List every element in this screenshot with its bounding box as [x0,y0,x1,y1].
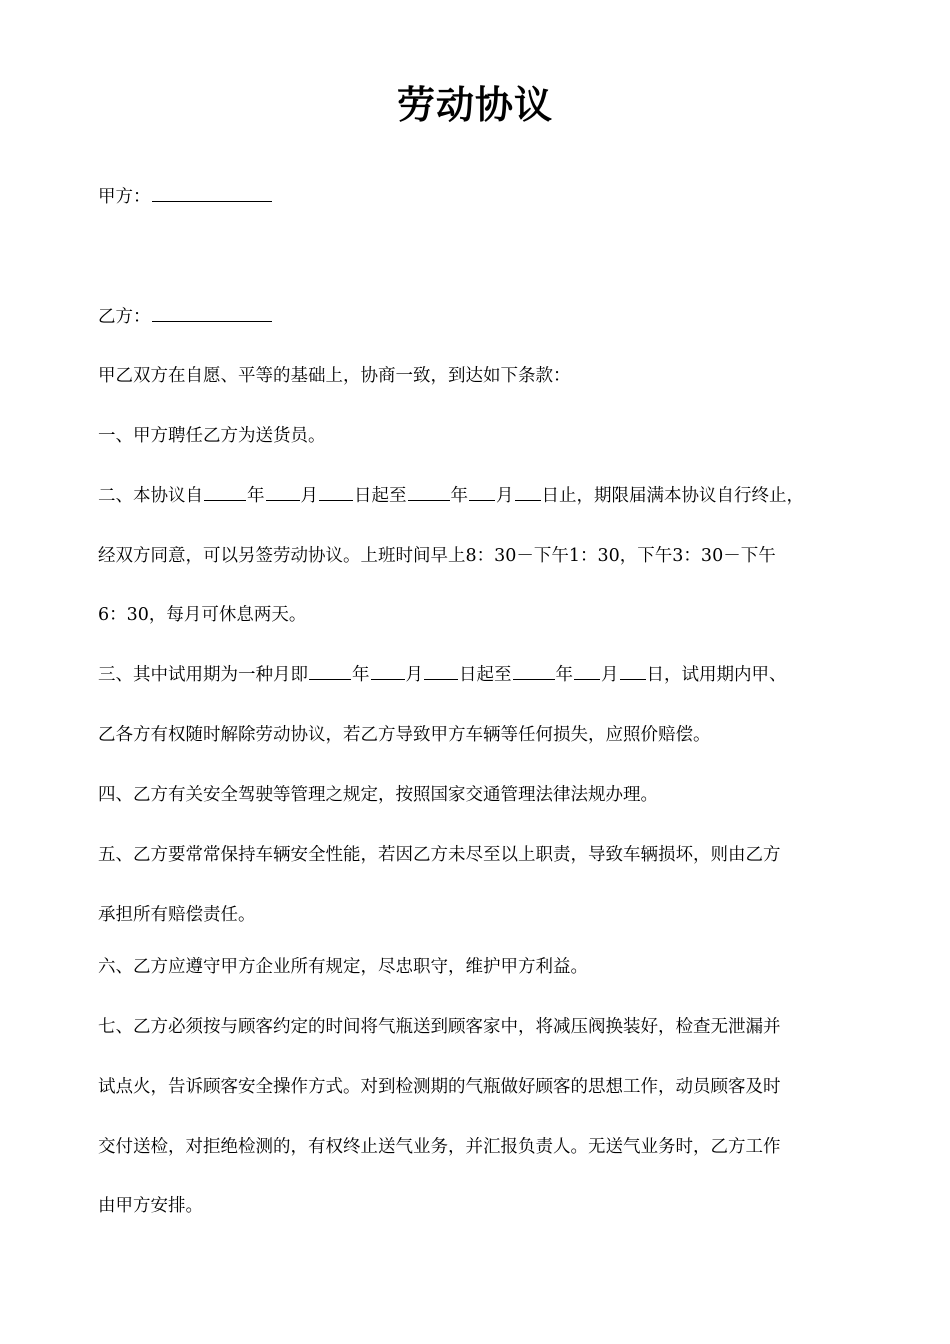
clause-4: 四、乙方有关安全驾驶等管理之规定，按照国家交通管理法律法规办理。 [98,785,658,805]
start-day-blank[interactable] [319,484,353,501]
month-label: 月 [405,665,423,685]
intro-paragraph: 甲乙双方在自愿、平等的基础上，协商一致，到达如下条款： [98,366,571,386]
clause-6: 六、乙方应遵守甲方企业所有规定，尽忠职守，维护甲方利益。 [98,957,588,977]
trial-start-year-blank[interactable] [309,663,351,680]
clause-3-line-2: 乙各方有权随时解除劳动协议，若乙方导致甲方车辆等任何损失，应照价赔偿。 [98,725,711,745]
clause-5-line-2: 承担所有赔偿责任。 [98,905,256,925]
clause-7-line-1: 七、乙方必须按与顾客约定的时间将气瓶送到顾客家中，将减压阀换装好，检查无泄漏并 [98,1017,781,1037]
party-b-blank[interactable] [152,305,272,322]
document-title: 劳动协议 [396,83,553,127]
party-a-blank[interactable] [152,185,272,202]
clause-2-line-1 [98,484,868,508]
year-label: 年 [352,665,370,685]
clause-5-line-1: 五、乙方要常常保持车辆安全性能，若因乙方未尽至以上职责，导致车辆损坏，则由乙方 [98,845,781,865]
trial-start-day-blank[interactable] [424,663,458,680]
end-day-blank[interactable] [515,484,541,501]
trial-end-month-blank[interactable] [574,663,600,680]
clause-7-line-4: 由甲方安排。 [98,1196,203,1216]
day-from-label: 日起至 [354,486,407,506]
month-label: 月 [601,665,619,685]
clause-3-prefix: 三、其中试用期为一种月即 [98,665,308,685]
clause-2-line-3: 6：30，每月可休息两天。 [98,605,307,625]
clause-7-line-3: 交付送检，对拒绝检测的，有权终止送气业务，并汇报负责人。无送气业务时，乙方工作 [98,1137,781,1157]
party-a-label: 甲方： [98,187,151,207]
clause-2-line-2: 经双方同意，可以另签劳动协议。上班时间早上8：30－下午1：30，下午3：30－下午 [98,546,776,566]
trial-end-day-blank[interactable] [620,663,646,680]
party-a-line [98,185,868,209]
month-label: 月 [496,486,514,506]
year-label: 年 [450,486,468,506]
clause-1: 一、甲方聘任乙方为送货员。 [98,426,326,446]
day-to-label: 日，试用期内甲、 [646,665,787,685]
end-year-blank[interactable] [408,484,450,501]
trial-end-year-blank[interactable] [513,663,555,680]
month-label: 月 [300,486,318,506]
day-to-label: 日止，期限届满本协议自行终止， [541,486,804,506]
trial-start-month-blank[interactable] [371,663,405,680]
clause-2-prefix: 二、本协议自 [98,486,203,506]
year-label: 年 [247,486,265,506]
year-label: 年 [555,665,573,685]
end-month-blank[interactable] [469,484,495,501]
clause-3-line-1 [98,663,868,687]
party-b-label: 乙方： [98,307,151,327]
day-from-label: 日起至 [459,665,512,685]
party-b-line [98,305,868,329]
clause-7-line-2: 试点火，告诉顾客安全操作方式。对到检测期的气瓶做好顾客的思想工作，动员顾客及时 [98,1077,781,1097]
start-year-blank[interactable] [204,484,246,501]
start-month-blank[interactable] [266,484,300,501]
